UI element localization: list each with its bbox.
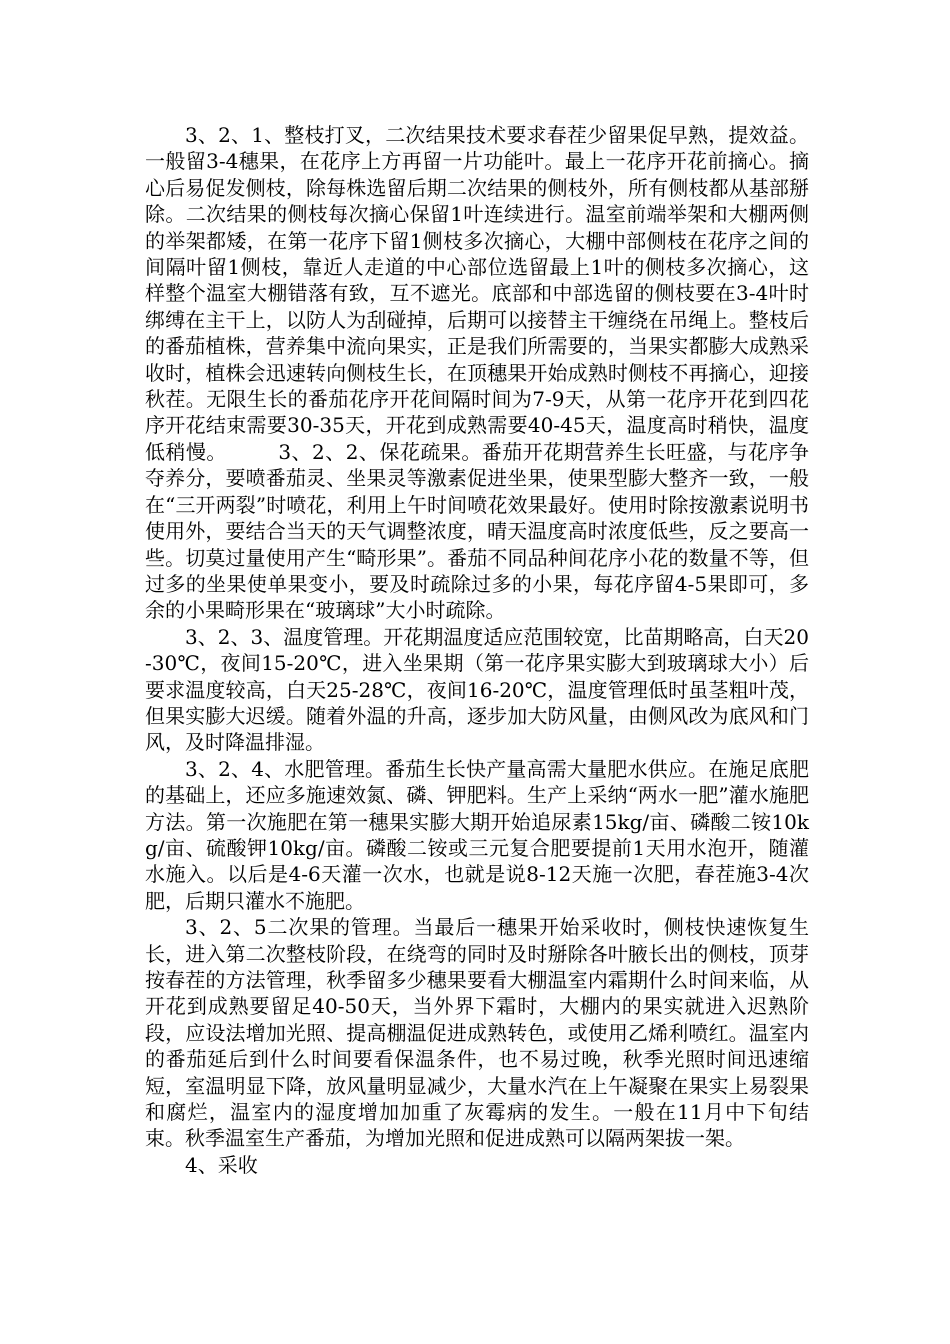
document-body [145,122,809,1178]
paragraph-pruning-and-flower-thinning: 3、2、1、整枝打叉，二次结果技术要求春茬少留果促早熟，提效益。一般留3-4穗果，在花序上方再留一片功能叶。最上一花序开花前摘心。摘心后易促发侧枝，除每株选留后期二次结果的侧枝外，所有侧枝都从基部掰除。二次结果的侧枝每次摘心保留1叶连续进行。温室前端举架和大棚两侧的举架都矮，在第一花序下留1侧枝多次摘心，大棚中部侧枝在花序之间的间隔叶留1侧枝，靠近人走道的中心部位选留最上1叶的侧枝多次摘心，这样整个温室大棚错落有致，互不遮光。底部和中部选留的侧枝要在3-4叶时绑缚在主干上，以防人为刮碰掉，后期可以接替主干缠绕在吊绳上。整枝后的番茄植株，营养集中流向果实，正是我们所需要的，当果实都膨大成熟采收时，植株会迅速转向侧枝生长，在顶穗果开始成熟时侧枝不再摘心，迎接秋茬。无限生长的番茄花序开花间隔时间为7-9天，从第一花序开花到四花序开花结束需要30-35天，开花到成熟需要40-45天，温度高时稍快，温度低稍慢。 3、2、2、保花疏果。番茄开花期营养生长旺盛，与花序争夺养分，要喷番茄灵、坐果灵等激素促进坐果，使果型膨大整齐一致，一般在“三开两裂”时喷花，利用上午时间喷花效果最好。使用时除按激素说明书使用外，要结合当天的天气调整浓度，晴天温度高时浓度低些，反之要高一些。切莫过量使用产生“畸形果”。番茄不同品种间花序小花的数量不等，但过多的坐果使单果变小，要及时疏除过多的小果，每花序留4-5果即可，多余的小果畸形果在“玻璃球”大小时疏除。 [145,123,809,623]
paragraph-water-fertilizer-management: 3、2、4、水肥管理。番茄生长快产量高需大量肥水供应。在施足底肥的基础上，还应多施速效氮、磷、钾肥料。生产上采纳“两水一肥”灌水施肥方法。第一次施肥在第一穗果实膨大期开始追尿素15kg/亩、磷酸二铵10kg/亩、硫酸钾10kg/亩。磷酸二铵或三元复合肥要提前1天用水泡开，随灌水施入。以后是4-6天灌一次水，也就是说8-12天施一次肥，春茬施3-4次肥，后期只灌水不施肥。 [145,756,809,913]
paragraph-temperature-management: 3、2、3、温度管理。开花期温度适应范围较宽，比苗期略高，白天20-30℃，夜间15-20℃，进入坐果期（第一花序果实膨大到玻璃球大小）后要求温度较高，白天25-28℃，夜间16-20℃，温度管理低时虽茎粗叶茂，但果实膨大迟缓。随着外温的升高，逐步加大防风量，由侧风改为底风和门风，及时降温排湿。 [145,624,809,755]
section-heading-harvest: 4、采收 [185,1152,258,1177]
paragraph-second-fruit-management: 3、2、5二次果的管理。当最后一穗果开始采收时，侧枝快速恢复生长，进入第二次整枝阶段，在绕弯的同时及时掰除各叶腋长出的侧枝，顶芽按春茬的方法管理，秋季留多少穗果要看大棚温室内霜期什么时间来临，从开花到成熟要留足40-50天，当外界下霜时，大棚内的果实就进入迟熟阶段，应设法增加光照、提高棚温促进成熟转色，或使用乙烯利喷红。温室内的番茄延后到什么时间要看保温条件，也不易过晚，秋季光照时间迅速缩短，室温明显下降，放风量明显减少，大量水汽在上午凝聚在果实上易裂果和腐烂，温室内的湿度增加加重了灰霉病的发生。一般在11月中下旬结束。秋季温室生产番茄，为增加光照和促进成熟可以隔两架拔一架。 [145,915,809,1151]
